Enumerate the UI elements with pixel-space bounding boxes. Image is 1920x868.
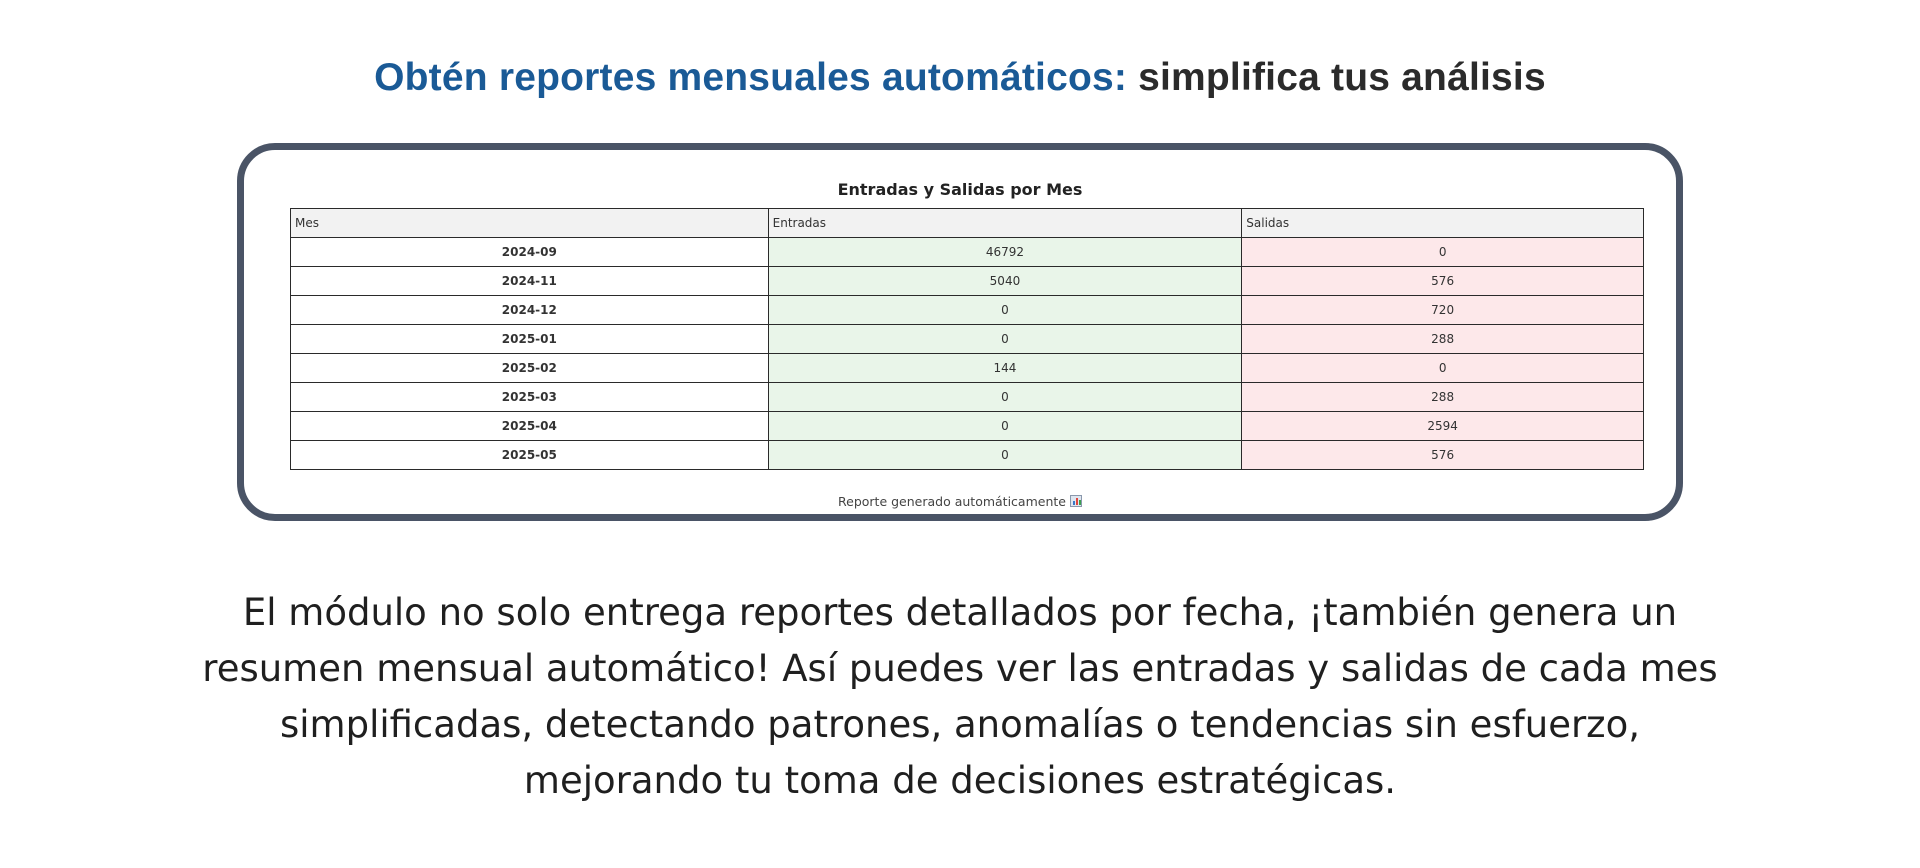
table-header-row — [291, 209, 1644, 238]
headline-rest: simplifica tus análisis — [1127, 56, 1546, 99]
cell-salidas: 0 — [1242, 238, 1644, 267]
cell-salidas: 576 — [1242, 441, 1644, 470]
column-header-mes: Mes — [291, 209, 769, 238]
cell-salidas: 2594 — [1242, 412, 1644, 441]
cell-salidas: 0 — [1242, 354, 1644, 383]
table-row — [291, 441, 1644, 470]
cell-entradas: 0 — [768, 325, 1242, 354]
cell-entradas: 46792 — [768, 238, 1242, 267]
cell-entradas: 0 — [768, 441, 1242, 470]
table-row — [291, 383, 1644, 412]
cell-mes: 2025-03 — [291, 383, 769, 412]
bar-chart-icon — [1070, 495, 1082, 507]
cell-mes: 2025-05 — [291, 441, 769, 470]
cell-mes: 2025-01 — [291, 325, 769, 354]
table-row — [291, 267, 1644, 296]
cell-mes: 2025-04 — [291, 412, 769, 441]
report-footer — [244, 494, 1676, 509]
report-frame — [237, 143, 1683, 521]
column-header-entradas: Entradas — [768, 209, 1242, 238]
table-row — [291, 354, 1644, 383]
report-table — [290, 208, 1644, 470]
cell-entradas: 0 — [768, 412, 1242, 441]
headline-accent: Obtén reportes mensuales automáticos: — [374, 56, 1128, 99]
cell-entradas: 0 — [768, 383, 1242, 412]
cell-salidas: 720 — [1242, 296, 1644, 325]
table-body — [291, 238, 1644, 470]
report-footer-text: Reporte generado automáticamente — [838, 494, 1066, 509]
cell-mes: 2024-09 — [291, 238, 769, 267]
cell-salidas: 288 — [1242, 325, 1644, 354]
report-title: Entradas y Salidas por Mes — [837, 180, 1083, 199]
cell-mes: 2024-11 — [291, 267, 769, 296]
table-row — [291, 412, 1644, 441]
description-paragraph: El módulo no solo entrega reportes detallados por fecha, ¡también genera un resumen mensual automático! Así puedes ver las entradas y salidas de cada mes simplificadas, detectando patrones, anomalías o tendencias sin esfuerzo, mejorando tu toma de decisiones estratégicas. — [202, 591, 1718, 802]
cell-entradas: 0 — [768, 296, 1242, 325]
table-row — [291, 325, 1644, 354]
cell-salidas: 576 — [1242, 267, 1644, 296]
column-header-salidas: Salidas — [1242, 209, 1644, 238]
cell-mes: 2024-12 — [291, 296, 769, 325]
cell-entradas: 5040 — [768, 267, 1242, 296]
cell-salidas: 288 — [1242, 383, 1644, 412]
cell-entradas: 144 — [768, 354, 1242, 383]
table-row — [291, 296, 1644, 325]
headline — [0, 56, 1920, 100]
cell-mes: 2025-02 — [291, 354, 769, 383]
table-row — [291, 238, 1644, 267]
